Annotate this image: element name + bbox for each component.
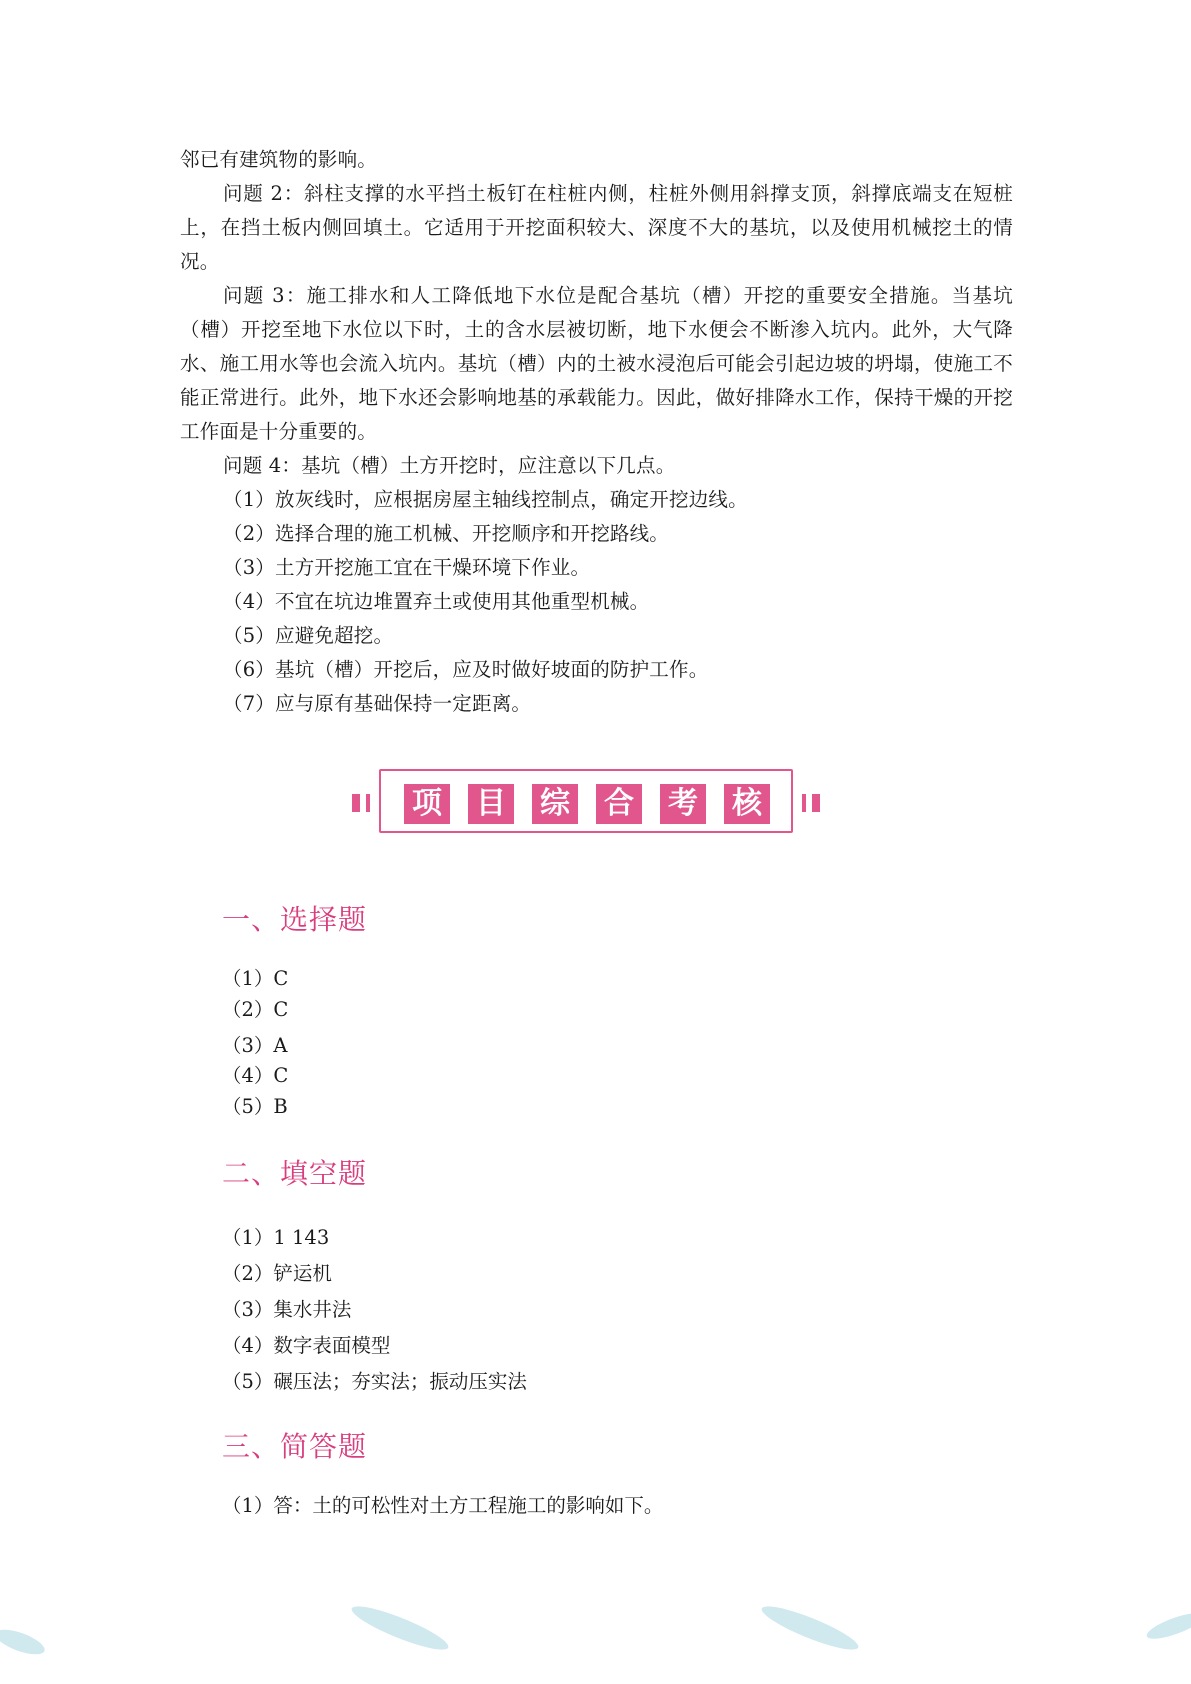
section-title-short-answer: 三、简答题 [222, 1430, 368, 1463]
note-item: （5）应避免超挖。 [223, 624, 394, 647]
answer-item: （5）B [222, 1095, 288, 1118]
banner-bar-left-outer [352, 794, 360, 812]
banner-char: 合 [596, 784, 642, 824]
note-item: （1）放灰线时，应根据房屋主轴线控制点，确定开挖边线。 [223, 488, 748, 511]
body-text [180, 143, 1013, 721]
answer-item: （1）C [222, 967, 289, 990]
answer-item: （4）数字表面模型 [222, 1334, 391, 1357]
banner-bar-right-outer [812, 794, 820, 812]
banner-bar-right-inner [802, 794, 806, 812]
banner-char: 考 [660, 784, 706, 824]
note-item: （2）选择合理的施工机械、开挖顺序和开挖路线。 [223, 522, 670, 545]
banner-char: 目 [468, 784, 514, 824]
answer-item: （4）C [222, 1064, 289, 1087]
paragraph-continuation: 邻已有建筑物的影响。 [180, 148, 378, 171]
paragraph-question-2: 问题 2：斜柱支撑的水平挡土板钉在柱桩内侧，柱桩外侧用斜撑支顶，斜撑底端支在短桩上，在挡土板内侧回填土。它适用于开挖面积较大、深度不大的基坑，以及使用机械挖土的情况。 [180, 182, 1013, 273]
answer-item: （2）铲运机 [222, 1262, 332, 1285]
note-item: （3）土方开挖施工宜在干燥环境下作业。 [223, 556, 591, 579]
note-item: （7）应与原有基础保持一定距离。 [223, 692, 532, 715]
answer-item: （3）A [222, 1034, 288, 1057]
banner-bar-left-inner [366, 794, 370, 812]
note-item: （4）不宜在坑边堆置弃土或使用其他重型机械。 [223, 590, 650, 613]
banner-char: 项 [404, 784, 450, 824]
paragraph-question-3: 问题 3：施工排水和人工降低地下水位是配合基坑（槽）开挖的重要安全措施。当基坑（槽）开挖至地下水位以下时，土的含水层被切断，地下水便会不断渗入坑内。此外，大气降水、施工用水等也会流入坑内。基坑（槽）内的土被水浸泡后可能会引起边坡的坍塌，使施工不能正常进行。此外，地下水还会影响地基的承载能力。因此，做好排降水工作，保持干燥的开挖工作面是十分重要的。 [180, 284, 1013, 443]
answer-item: （5）碾压法；夯实法；振动压实法 [222, 1370, 527, 1393]
answer-item: （3）集水井法 [222, 1298, 352, 1321]
note-item: （6）基坑（槽）开挖后，应及时做好坡面的防护工作。 [223, 658, 709, 681]
answer-item: （1）1 143 [222, 1226, 330, 1249]
watermark-decoration [0, 1600, 1191, 1684]
banner-title [404, 784, 770, 824]
answer-item: （1）答：土的可松性对土方工程施工的影响如下。 [222, 1494, 664, 1517]
section-banner [352, 769, 820, 835]
section-title-choice: 一、选择题 [222, 903, 368, 936]
banner-char: 综 [532, 784, 578, 824]
section-title-fill: 二、填空题 [222, 1157, 368, 1190]
banner-char: 核 [724, 784, 770, 824]
answer-item: （2）C [222, 998, 289, 1021]
paragraph-question-4: 问题 4：基坑（槽）土方开挖时，应注意以下几点。 [223, 454, 676, 477]
